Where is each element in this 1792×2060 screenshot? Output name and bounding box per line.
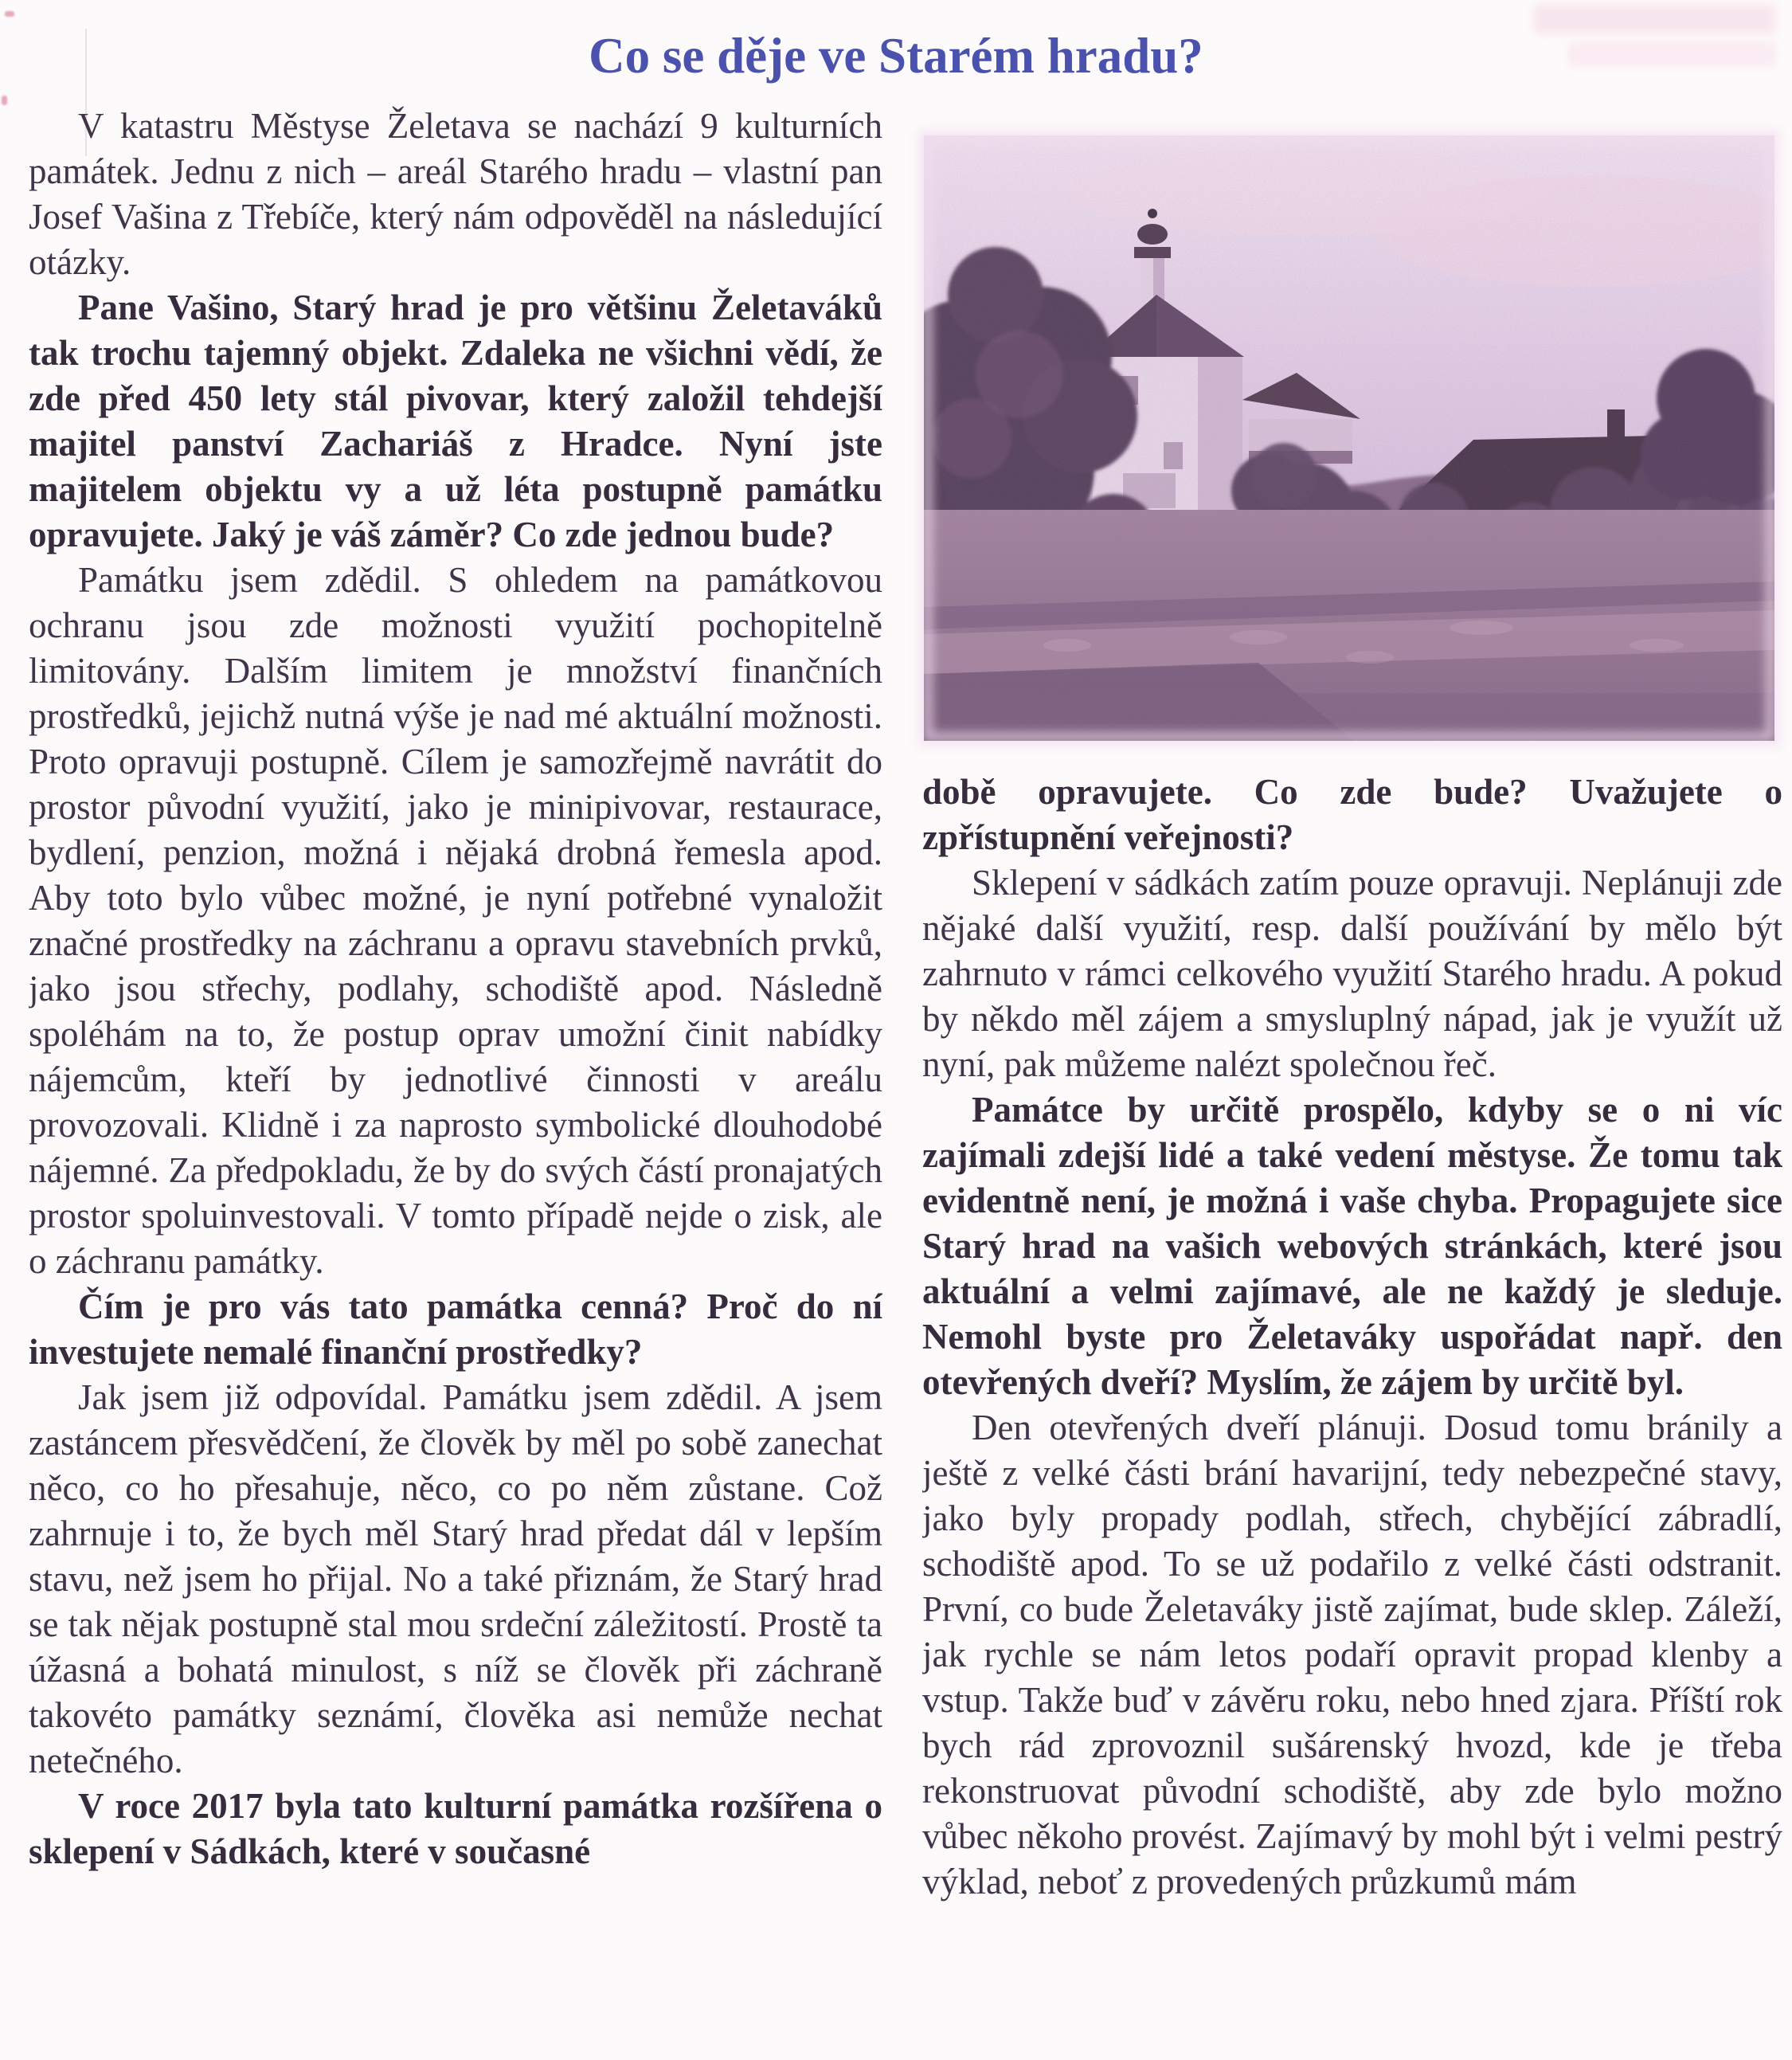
scan-speck — [5, 11, 14, 17]
interview-answer-3: Sklepení v sádkách zatím pouze opravuji. Neplánuji zde nějaké další využití, resp. další používání by mělo být zahrnuto v rámci celkového využití Starého hradu. A pokud by někdo měl zájem a smysluplný nápad, jak je využít už nyní, pak můžeme nalézt společnou řeč. — [922, 863, 1782, 1084]
castle-photo — [924, 135, 1774, 741]
interview-question-3-continued: době opravujete. Co zde bude? Uvažujete o zpřístupnění veřejnosti? — [922, 772, 1782, 857]
scan-speck — [2, 96, 7, 105]
left-column — [29, 104, 882, 2060]
article-title: Co se děje ve Starém hradu? — [589, 28, 1203, 84]
right-column — [922, 770, 1782, 2060]
photo-grain-overlay — [924, 135, 1774, 741]
interview-question-2: Čím je pro vás tato památka cenná? Proč do ní investujete nemalé finanční prostředky? — [29, 1287, 882, 1372]
interview-question-3-start: V roce 2017 byla tato kulturní památka rozšířena o sklepení v Sádkách, které v současné — [29, 1786, 882, 1871]
interview-answer-4: Den otevřených dveří plánuji. Dosud tomu bránily a ještě z velké části brání havarijní, tedy nebezpečné stavy, jako byly propady podlah, střech, chybějící zábradlí, schodiště apod. To se už podařilo z velké části odstranit. První, co bude Želetaváky jistě zajímat, bude sklep. Záleží, jak rychle se nám letos podaří opravit propad klenby a vstup. Takže buď v závěru roku, nebo hned zjara. Příští rok bych rád zprovoznil sušárenský hvozd, kde je třeba rekonstruovat původní schodiště, aby zde bylo možno vůbec někoho provést. Zajímavý by mohl být i velmi pestrý výklad, neboť z provedených průzkumů mám — [922, 1408, 1782, 1901]
interview-answer-1: Památku jsem zdědil. S ohledem na památkovou ochranu jsou zde možnosti využití pochopitelně limitovány. Dalším limitem je množství finančních prostředků, jejichž nutná výše je nad mé aktuální možnosti. Proto opravuji postupně. Cílem je samozřejmě navrátit do prostor původní využití, jako je minipivovar, restaurace, bydlení, penzion, možná i nějaká drobná řemesla apod. Aby toto bylo vůbec možné, je nyní potřebné vynaložit značné prostředky na záchranu a opravu stavebních prvků, jako jsou střechy, podlahy, schodiště apod. Následně spoléhám na to, že postup oprav umožní činit nabídky nájemcům, kteří by jednotlivé činnosti v areálu provozovali. Klidně i za naprosto symbolické dlouhodobé nájemné. Za předpokladu, že by do svých částí pronajatých prostor spoluinvestovali. V tomto případě nejde o zisk, ale o záchranu památky. — [29, 560, 882, 1281]
interview-question-1: Pane Vašino, Starý hrad je pro většinu Želetaváků tak trochu tajemný objekt. Zdaleka ne všichni vědí, že zde před 450 lety stál pivovar, který založil tehdejší majitel panství Zachariáš z Hradce. Nyní jste majitelem objektu vy a už léta postupně památku opravujete. Jaký je váš záměr? Co zde jednou bude? — [29, 288, 882, 554]
interview-question-4: Památce by určitě prospělo, kdyby se o ni víc zajímali zdejší lidé a také vedení městyse. Že tomu tak evidentně není, je možná i vaše chyba. Propagujete sice Starý hrad na vašich webových stránkách, které jsou aktuální a velmi zajímavé, ale ne každý je sleduje. Nemohl byste pro Želetaváky uspořádat např. den otevřených dveří? Myslím, že zájem by určitě byl. — [922, 1090, 1782, 1402]
castle-photo-illustration — [924, 135, 1774, 741]
interview-answer-2: Jak jsem již odpovídal. Památku jsem zdědil. A jsem zastáncem přesvědčení, že člověk by měl po sobě zanechat něco, co ho přesahuje, něco, co po něm zůstane. Což zahrnuje i to, že bych měl Starý hrad předat dál v lepším stavu, než jsem ho přijal. No a také přiznám, že Starý hrad se tak nějak postupně stal mou srdeční záležitostí. Prostě ta úžasná a bohatá minulost, s níž se člověk při záchraně takovéto památky seznámí, člověka asi nemůže nechat netečného. — [29, 1377, 882, 1780]
intro-paragraph: V katastru Městyse Želetava se nachází 9 kulturních památek. Jednu z nich – areál Starého hradu – vlastní pan Josef Vašina z Třebíče, který nám odpověděl na následující otázky. — [29, 106, 882, 282]
